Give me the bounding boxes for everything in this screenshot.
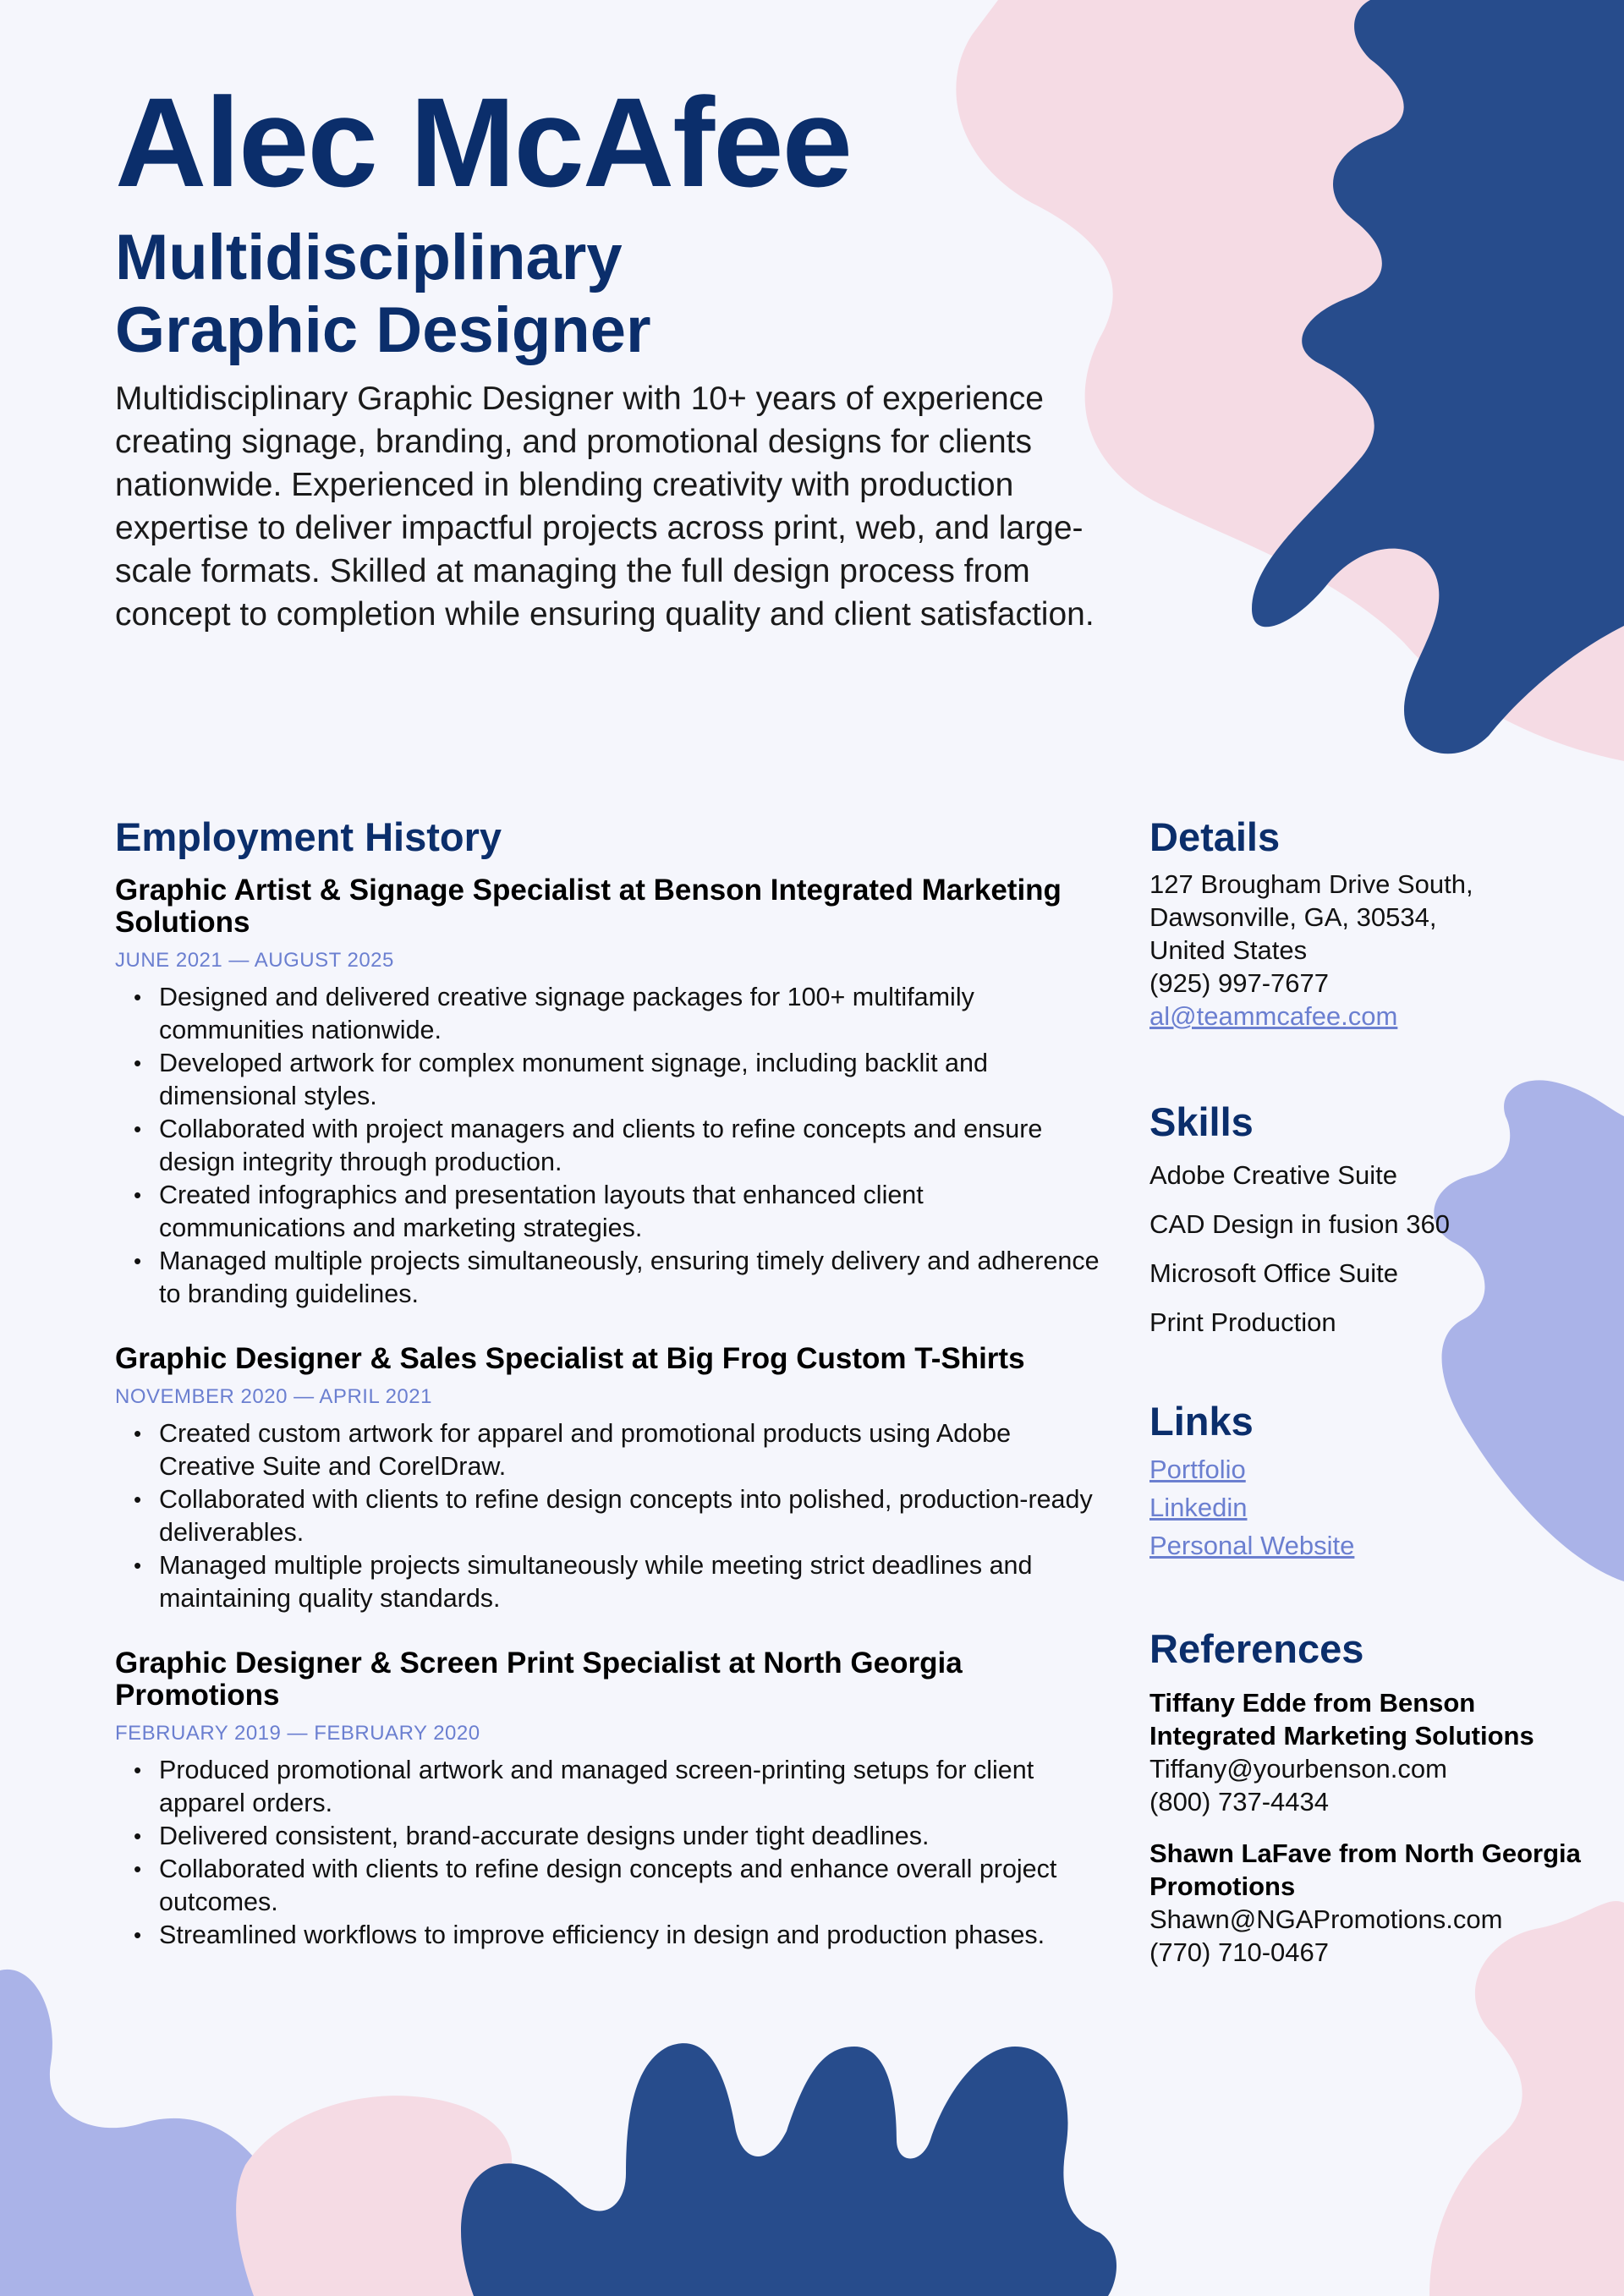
reference-entry <box>1149 1837 1589 1969</box>
skill-item: Microsoft Office Suite <box>1149 1258 1399 1288</box>
job-bullet: • Collaborated with clients to refine design concepts and enhance overall project outcomes. <box>115 1853 1113 1919</box>
job-bullets <box>115 1417 1113 1615</box>
skill-item: Adobe Creative Suite <box>1149 1160 1397 1190</box>
skills-list <box>1149 1151 1589 1347</box>
email-link[interactable]: al@teammcafee.com <box>1149 1001 1398 1031</box>
job-bullet: • Designed and delivered creative signage packages for 100+ multifamily communities nationwide. <box>115 981 1113 1047</box>
links-section <box>1149 1396 1589 1564</box>
reference-email: Tiffany@yourbenson.com <box>1149 1754 1447 1784</box>
candidate-name: Alec McAfee <box>115 71 852 213</box>
skills-section <box>1149 1097 1589 1347</box>
job-title: Graphic Designer & Sales Specialist at Big Frog Custom T-Shirts <box>115 1342 1025 1375</box>
job-entry <box>115 874 1113 1311</box>
job-bullets <box>115 1754 1113 1952</box>
job-bullet: • Collaborated with project managers and clients to refine concepts and ensure design integrity through production. <box>115 1113 1113 1179</box>
address-line: United States <box>1149 935 1308 965</box>
skill-item: Print Production <box>1149 1307 1336 1337</box>
job-entry <box>115 1647 1113 1952</box>
references-heading: References <box>1149 1626 1364 1671</box>
title-line-1: Multidisciplinary <box>115 222 623 293</box>
employment-section <box>115 812 1113 1952</box>
job-dates: FEBRUARY 2019 — FEBRUARY 2020 <box>115 1722 480 1745</box>
title-line-2: Graphic Designer <box>115 294 651 366</box>
details-block <box>1149 868 1589 1033</box>
employment-heading: Employment History <box>115 814 502 859</box>
profile-summary: Multidisciplinary Graphic Designer with 10+ years of experience creating signage, branding, and promotional designs for clients nationwide. Experienced in blending creativity with production expertise to deliver impactful projects across print, web, and large-scale formats. Skilled at managing the full design process from concept to completion while ensuring quality and client satisfaction. <box>115 381 1095 633</box>
job-title: Graphic Artist & Signage Specialist at Benson Integrated Marketing Solutions <box>115 874 1062 939</box>
job-dates: NOVEMBER 2020 — APRIL 2021 <box>115 1385 432 1408</box>
reference-email: Shawn@NGAPromotions.com <box>1149 1904 1503 1934</box>
portfolio-link[interactable]: Portfolio <box>1149 1455 1246 1484</box>
reference-phone: (770) 710-0467 <box>1149 1937 1329 1967</box>
links-list <box>1149 1450 1589 1564</box>
skills-heading: Skills <box>1149 1099 1254 1144</box>
job-bullet: • Collaborated with clients to refine design concepts into polished, production-ready deliverables. <box>115 1483 1113 1549</box>
job-bullet: • Produced promotional artwork and managed screen-printing setups for client apparel orders. <box>115 1754 1113 1820</box>
links-heading: Links <box>1149 1399 1254 1444</box>
job-bullet: • Managed multiple projects simultaneously, ensuring timely delivery and adherence to branding guidelines. <box>115 1245 1113 1311</box>
linkedin-link[interactable]: Linkedin <box>1149 1493 1248 1522</box>
references-section <box>1149 1624 1589 1969</box>
reference-phone: (800) 737-4434 <box>1149 1787 1329 1817</box>
reference-entry <box>1149 1686 1589 1818</box>
job-entry <box>115 1343 1113 1615</box>
job-bullet: • Created infographics and presentation layouts that enhanced client communications and marketing strategies. <box>115 1179 1113 1245</box>
job-bullet: • Streamlined workflows to improve efficiency in design and production phases. <box>115 1919 1113 1952</box>
reference-name: Shawn LaFave from North Georgia Promotions <box>1149 1838 1581 1901</box>
job-bullet: • Developed artwork for complex monument signage, including backlit and dimensional styles. <box>115 1047 1113 1113</box>
candidate-title <box>115 222 1045 367</box>
details-heading: Details <box>1149 814 1281 859</box>
job-dates: JUNE 2021 — AUGUST 2025 <box>115 949 394 972</box>
address-line: 127 Brougham Drive South, <box>1149 869 1473 899</box>
skill-item: CAD Design in fusion 360 <box>1149 1209 1450 1239</box>
address-line: Dawsonville, GA, 30534, <box>1149 902 1437 932</box>
job-bullet: • Managed multiple projects simultaneously while meeting strict deadlines and maintaining quality standards. <box>115 1549 1113 1615</box>
job-bullet: • Delivered consistent, brand-accurate designs under tight deadlines. <box>115 1820 1113 1853</box>
details-section <box>1149 812 1589 1033</box>
phone-number: (925) 997-7677 <box>1149 968 1329 998</box>
reference-name: Tiffany Edde from Benson Integrated Marketing Solutions <box>1149 1688 1534 1751</box>
sidebar <box>1149 812 1589 1969</box>
job-title: Graphic Designer & Screen Print Specialist at North Georgia Promotions <box>115 1647 963 1712</box>
job-bullets <box>115 981 1113 1311</box>
personal-website-link[interactable]: Personal Website <box>1149 1531 1355 1560</box>
job-bullet: • Created custom artwork for apparel and promotional products using Adobe Creative Suite and CorelDraw. <box>115 1417 1113 1483</box>
